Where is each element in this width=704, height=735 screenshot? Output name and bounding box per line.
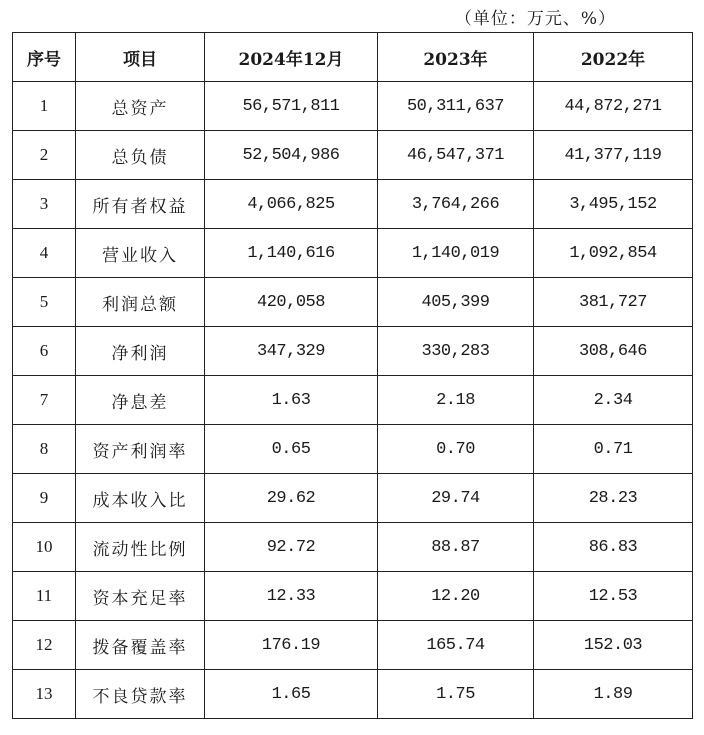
value-2024: 4,066,825 — [205, 180, 378, 229]
table-header-row — [13, 33, 693, 82]
row-item: 成本收入比 — [76, 474, 205, 523]
value-2022: 2.34 — [534, 376, 693, 425]
row-item: 拨备覆盖率 — [76, 621, 205, 670]
table-row — [13, 278, 693, 327]
row-number: 5 — [13, 278, 76, 327]
value-2024: 1,140,616 — [205, 229, 378, 278]
value-2022: 86.83 — [534, 523, 693, 572]
value-2024: 29.62 — [205, 474, 378, 523]
row-number: 6 — [13, 327, 76, 376]
row-number: 12 — [13, 621, 76, 670]
header-2023: 2023年 — [378, 33, 534, 82]
value-2024: 56,571,811 — [205, 82, 378, 131]
row-number: 9 — [13, 474, 76, 523]
value-2023: 2.18 — [378, 376, 534, 425]
value-2022: 28.23 — [534, 474, 693, 523]
row-item: 营业收入 — [76, 229, 205, 278]
header-2022: 2022年 — [534, 33, 693, 82]
row-number: 10 — [13, 523, 76, 572]
value-2023: 330,283 — [378, 327, 534, 376]
value-2022: 3,495,152 — [534, 180, 693, 229]
row-item: 总资产 — [76, 82, 205, 131]
value-2022: 0.71 — [534, 425, 693, 474]
row-number: 1 — [13, 82, 76, 131]
value-2024: 0.65 — [205, 425, 378, 474]
table-row — [13, 229, 693, 278]
table-row — [13, 180, 693, 229]
row-item: 总负债 — [76, 131, 205, 180]
table-row — [13, 523, 693, 572]
value-2023: 1.75 — [378, 670, 534, 719]
row-number: 3 — [13, 180, 76, 229]
row-number: 7 — [13, 376, 76, 425]
value-2024: 1.65 — [205, 670, 378, 719]
table-row — [13, 621, 693, 670]
value-2024: 347,329 — [205, 327, 378, 376]
value-2023: 46,547,371 — [378, 131, 534, 180]
row-item: 资本充足率 — [76, 572, 205, 621]
value-2022: 381,727 — [534, 278, 693, 327]
row-number: 13 — [13, 670, 76, 719]
header-item: 项目 — [76, 33, 205, 82]
row-number: 11 — [13, 572, 76, 621]
value-2023: 3,764,266 — [378, 180, 534, 229]
row-number: 4 — [13, 229, 76, 278]
value-2024: 52,504,986 — [205, 131, 378, 180]
value-2023: 0.70 — [378, 425, 534, 474]
value-2023: 50,311,637 — [378, 82, 534, 131]
value-2024: 176.19 — [205, 621, 378, 670]
value-2022: 1,092,854 — [534, 229, 693, 278]
value-2022: 12.53 — [534, 572, 693, 621]
table-row — [13, 670, 693, 719]
header-2024: 2024年12月 — [205, 33, 378, 82]
financial-table — [12, 32, 693, 719]
value-2024: 92.72 — [205, 523, 378, 572]
row-number: 8 — [13, 425, 76, 474]
table-row — [13, 425, 693, 474]
value-2023: 1,140,019 — [378, 229, 534, 278]
table-row — [13, 474, 693, 523]
table-row — [13, 572, 693, 621]
value-2024: 12.33 — [205, 572, 378, 621]
value-2023: 29.74 — [378, 474, 534, 523]
table-row — [13, 131, 693, 180]
table-row — [13, 82, 693, 131]
value-2024: 420,058 — [205, 278, 378, 327]
table-row — [13, 376, 693, 425]
row-item: 流动性比例 — [76, 523, 205, 572]
row-item: 净利润 — [76, 327, 205, 376]
row-item: 资产利润率 — [76, 425, 205, 474]
unit-note: （单位：万元、%） — [454, 9, 616, 29]
table-row — [13, 327, 693, 376]
row-item: 所有者权益 — [76, 180, 205, 229]
value-2022: 41,377,119 — [534, 131, 693, 180]
value-2022: 1.89 — [534, 670, 693, 719]
value-2023: 88.87 — [378, 523, 534, 572]
value-2022: 308,646 — [534, 327, 693, 376]
value-2023: 12.20 — [378, 572, 534, 621]
row-number: 2 — [13, 131, 76, 180]
value-2023: 165.74 — [378, 621, 534, 670]
row-item: 利润总额 — [76, 278, 205, 327]
value-2024: 1.63 — [205, 376, 378, 425]
header-no: 序号 — [13, 33, 76, 82]
value-2022: 152.03 — [534, 621, 693, 670]
row-item: 净息差 — [76, 376, 205, 425]
value-2023: 405,399 — [378, 278, 534, 327]
value-2022: 44,872,271 — [534, 82, 693, 131]
row-item: 不良贷款率 — [76, 670, 205, 719]
